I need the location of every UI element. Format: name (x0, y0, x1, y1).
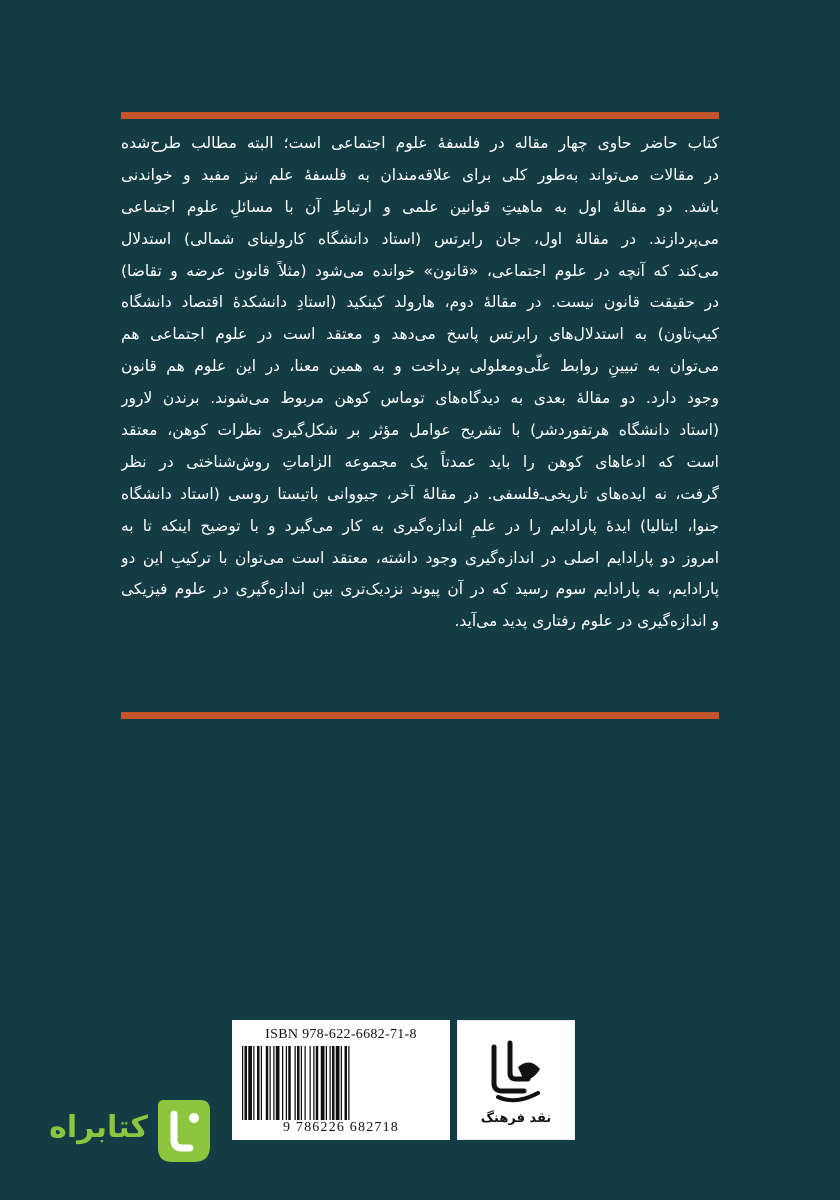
blurb-line: باشد. دو مقالهٔ اول به ماهیتِ قوانین علمی و ارتباطِ آن با مسائلِ علوم اجتماعی (121, 197, 719, 216)
blurb-line: می‌توان به تبیینِ روابط علّی‌ومعلولی پرداخت و به همین معنا، در این علوم هم قانون (121, 357, 719, 376)
blurb-line: در مقالات می‌تواند به‌طور کلی برای علاقه‌مندان به فلسفهٔ علم نیز مفید و خواندنی (121, 165, 719, 184)
top-divider (121, 112, 719, 119)
publisher-logo-icon (488, 1039, 546, 1105)
publisher-name: نقد فرهنگ (480, 1111, 552, 1126)
bottom-divider (121, 712, 719, 719)
barcode-number: 9 786226 682718 (283, 1120, 399, 1135)
blurb-line: پارادایم، به پارادایم سوم رسید که در آن پیوند نزدیک‌تری بین اندازه‌گیری در علوم فیزیکی (121, 580, 719, 599)
ketabrah-watermark (40, 1090, 220, 1170)
blurb-line: وجود دارد. دو مقالهٔ بعدی به دیدگاه‌های توماس کوهن مربوط می‌شوند. برندن لارور (121, 389, 719, 408)
publisher-logo-box (457, 1020, 575, 1140)
blurb-line: می‌پردازند. در مقالهٔ اول، جان رابرتس (استاد دانشگاه کارولینای شمالی) استدلال (121, 229, 719, 248)
blurb-line: می‌کند که آنچه در علوم اجتماعی، «قانون» خوانده می‌شود (مثلاً قانون عرضه و تقاضا) (121, 261, 719, 280)
ketabrah-logo-icon (150, 1096, 216, 1166)
blurb-line: است که ادعاهای کوهن را باید عمدتاً یک مجموعه الزاماتِ روش‌شناختی در نظر (121, 452, 719, 471)
blurb-line: جنوا، ایتالیا) ایدهٔ پارادایم را در علمِ اندازه‌گیری به کار می‌گیرد و با توضیح اینکه تا به (121, 516, 719, 535)
blurb-line: (استاد دانشگاه هرتفوردشر) با تشریح عوامل مؤثر بر شکل‌گیری نظرات کوهن، معتقد (121, 421, 719, 440)
watermark-text: کتابراه (49, 1110, 148, 1145)
blurb-line: امروز دو پارادایم اصلی در اندازه‌گیری وجود داشته، معتقد است می‌توان با ترکیبِ این دو (121, 548, 719, 567)
blurb-line: در حقیقت قانون نیست. در مقالهٔ دوم، هارولد کینکید (استادِ دانشکدهٔ اقتصاد دانشگاه (121, 293, 719, 312)
barcode-bars (240, 1046, 442, 1120)
blurb-line: گرفت، نه ایده‌های تاریخی‌ـ‌فلسفی. در مقالهٔ آخر، جیووانی باتیستا روسی (استاد دانشگاه (121, 484, 719, 503)
back-cover-blurb (121, 128, 719, 638)
blurb-line: کیپ‌تاون) به استدلال‌های رابرتس پاسخ می‌دهد و معتقد است در علوم اجتماعی هم (121, 325, 719, 344)
blurb-line: کتاب حاضر حاوی چهار مقاله در فلسفهٔ علوم اجتماعی است؛ البته مطالب طرح‌شده (121, 134, 719, 152)
isbn-barcode (232, 1020, 450, 1140)
blurb-line: و اندازه‌گیری در علوم رفتاری پدید می‌آید. (454, 612, 719, 631)
isbn-label: ISBN 978-622-6682-71-8 (265, 1027, 417, 1042)
